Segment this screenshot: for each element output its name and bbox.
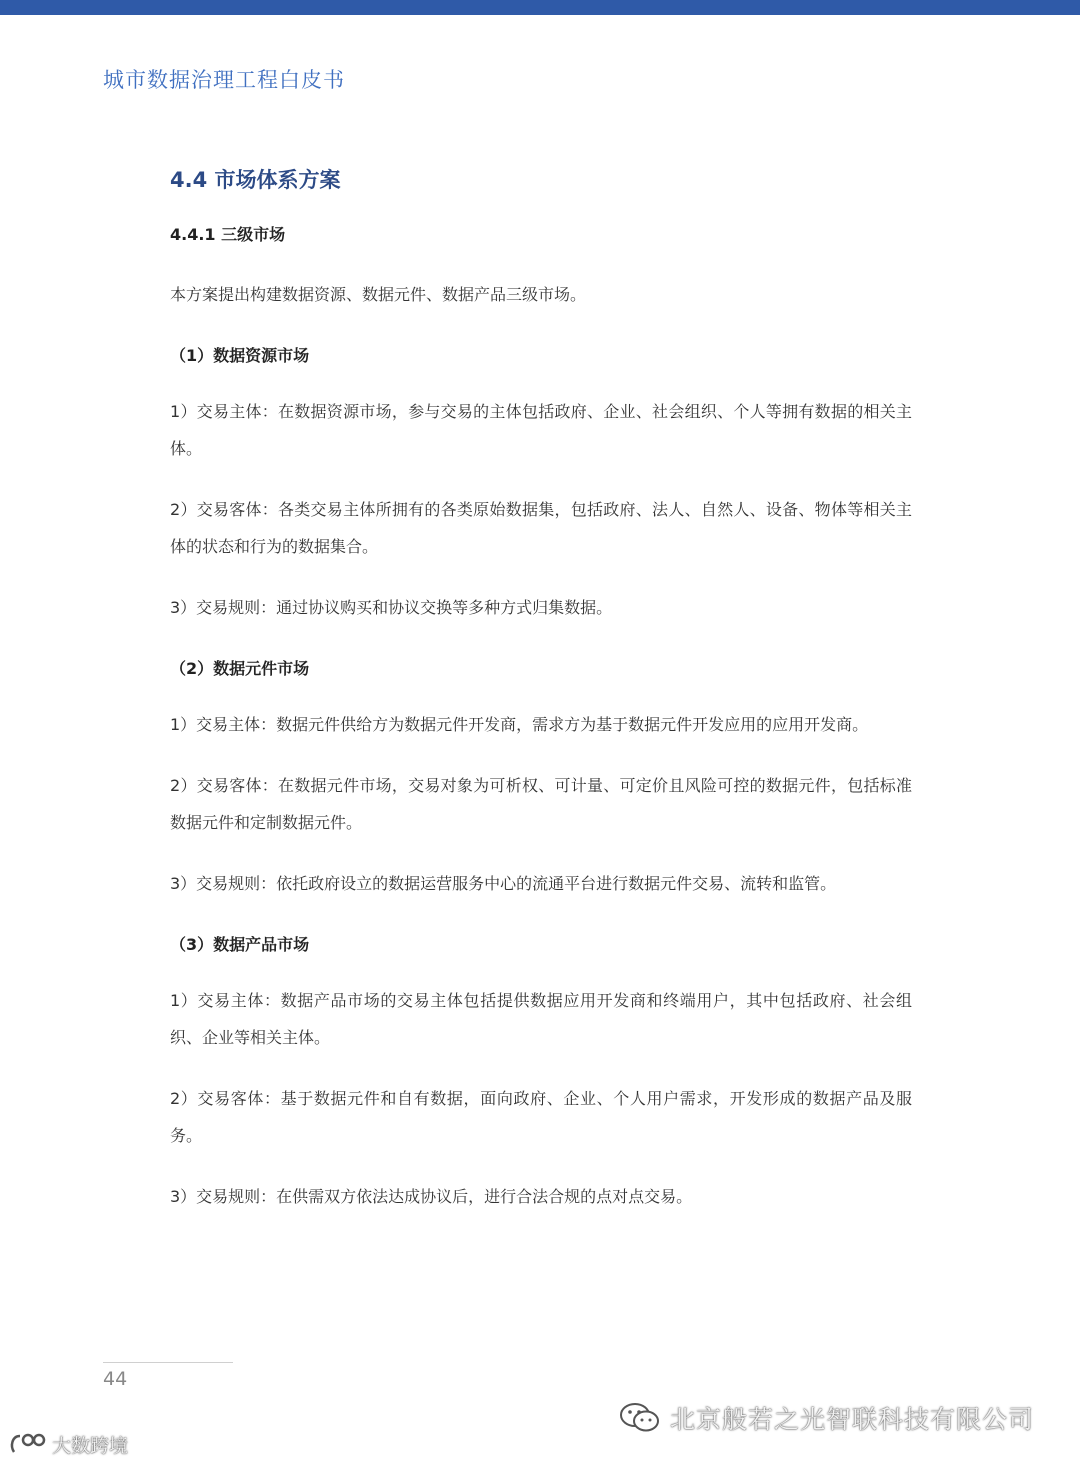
market-item: 3）交易规则：在供需双方依法达成协议后，进行合法合规的点对点交易。 bbox=[170, 1187, 693, 1206]
market-heading: （3）数据产品市场 bbox=[170, 935, 310, 954]
market-item: 2）交易客体：在数据元件市场，交易对象为可析权、可计量、可定价且风险可控的数据元件，包括标准数据元件和定制数据元件。 bbox=[170, 776, 912, 832]
market-heading: （1）数据资源市场 bbox=[170, 346, 310, 365]
market-block-data-product bbox=[170, 932, 912, 1215]
market-item: 3）交易规则：通过协议购买和协议交换等多种方式归集数据。 bbox=[170, 598, 613, 617]
page-content bbox=[170, 160, 912, 1215]
section-title: 4.4 市场体系方案 bbox=[170, 168, 341, 192]
market-block-data-component bbox=[170, 656, 912, 902]
market-block-data-resource bbox=[170, 343, 912, 626]
market-item: 3）交易规则：依托政府设立的数据运营服务中心的流通平台进行数据元件交易、流转和监管。 bbox=[170, 874, 837, 893]
market-item: 1）交易主体：数据元件供给方为数据元件开发商，需求方为基于数据元件开发应用的应用开发商。 bbox=[170, 715, 869, 734]
wechat-icon bbox=[618, 1401, 662, 1435]
subsection-title: 4.4.1 三级市场 bbox=[170, 225, 286, 244]
company-watermark bbox=[618, 1400, 1034, 1436]
page-number: 44 bbox=[103, 1368, 128, 1390]
site-watermark-text: 大数跨境 bbox=[52, 1434, 129, 1457]
footer-divider bbox=[103, 1362, 233, 1363]
market-item: 2）交易客体：基于数据元件和自有数据，面向政府、企业、个人用户需求，开发形成的数据产品及服务。 bbox=[170, 1089, 912, 1145]
intro-paragraph: 本方案提出构建数据资源、数据元件、数据产品三级市场。 bbox=[170, 285, 587, 304]
top-color-bar bbox=[0, 0, 1080, 15]
company-watermark-text: 北京般若之光智联科技有限公司 bbox=[670, 1405, 1035, 1434]
market-item: 1）交易主体：在数据资源市场，参与交易的主体包括政府、企业、社会组织、个人等拥有数据的相关主体。 bbox=[170, 402, 912, 458]
logo-icon bbox=[8, 1430, 48, 1458]
market-heading: （2）数据元件市场 bbox=[170, 659, 310, 678]
site-watermark bbox=[8, 1430, 128, 1458]
market-item: 2）交易客体：各类交易主体所拥有的各类原始数据集，包括政府、法人、自然人、设备、物体等相关主体的状态和行为的数据集合。 bbox=[170, 500, 912, 556]
market-item: 1）交易主体：数据产品市场的交易主体包括提供数据应用开发商和终端用户，其中包括政府、社会组织、企业等相关主体。 bbox=[170, 991, 912, 1047]
document-title: 城市数据治理工程白皮书 bbox=[103, 68, 345, 92]
